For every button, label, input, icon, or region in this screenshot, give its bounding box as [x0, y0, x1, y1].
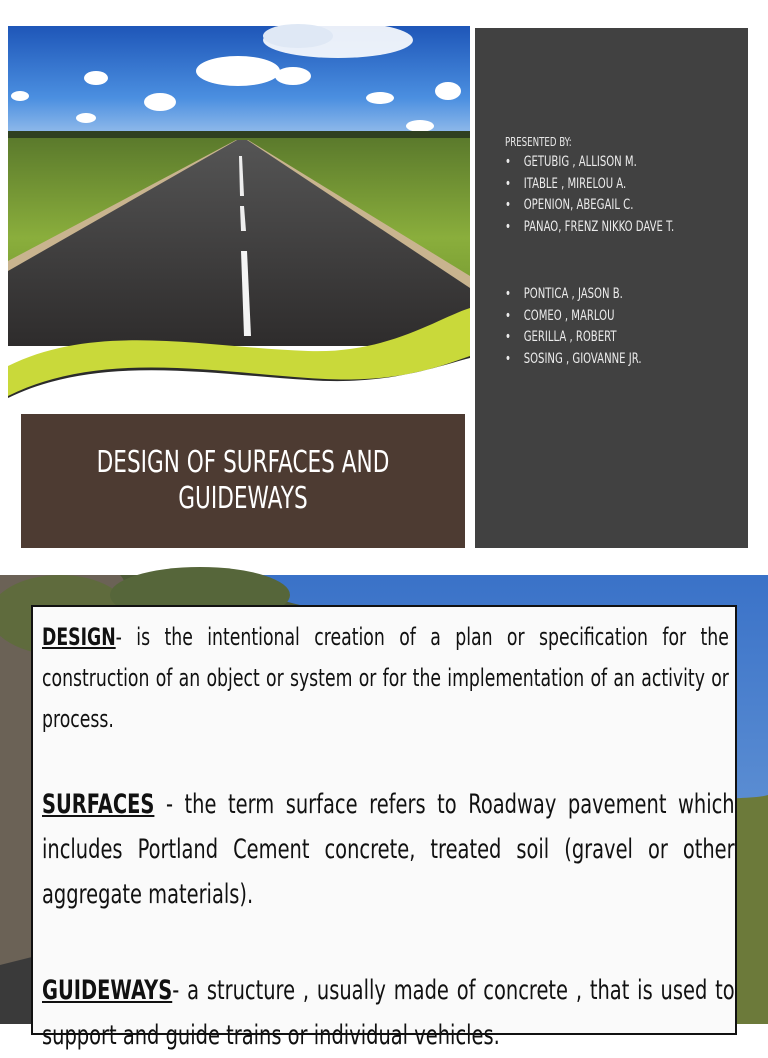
design-term: DESIGN — [42, 623, 116, 651]
design-definition — [42, 617, 729, 740]
bullet-icon: • — [505, 329, 511, 345]
list-item — [505, 152, 674, 174]
design-text: - is the intentional creation of a plan or specification for the construction of an object or system or for the implementation of an activity or process. — [42, 623, 729, 733]
list-item — [505, 195, 674, 217]
bullet-icon: • — [505, 286, 511, 302]
presenter-name: SOSING , GIOVANNE JR. — [523, 350, 642, 367]
list-item — [505, 327, 642, 349]
presenter-name: GERILLA , ROBERT — [523, 329, 617, 345]
slide-title: DESIGN OF SURFACES AND GUIDEWAYS — [96, 445, 390, 516]
bullet-icon: • — [505, 218, 511, 235]
presenter-list-2 — [505, 284, 642, 370]
presenter-name: OPENION, ABEGAIL C. — [523, 197, 634, 213]
bullet-icon: • — [505, 154, 511, 170]
list-item — [505, 174, 674, 196]
list-item — [505, 306, 642, 328]
surfaces-definition — [42, 782, 735, 917]
presenters-panel — [475, 28, 748, 548]
title-box — [21, 414, 465, 548]
surfaces-text: - the term surface refers to Roadway pavement which includes Portland Cement concrete, treated soil (gravel or other aggregate materials). — [42, 789, 735, 910]
guideways-definition — [42, 968, 735, 1058]
bullet-icon: • — [505, 350, 511, 367]
definitions-slide — [0, 575, 768, 1051]
bullet-icon: • — [505, 197, 511, 213]
presented-by-label: PRESENTED BY: — [505, 135, 572, 149]
list-item — [505, 284, 642, 306]
surfaces-term: SURFACES — [42, 789, 155, 820]
road-illustration — [8, 26, 470, 408]
list-item — [505, 217, 674, 239]
bullet-icon: • — [505, 175, 511, 192]
guideways-text: - a structure , usually made of concrete , that is used to support and guide trains or individual vehicles. — [42, 975, 735, 1051]
presenter-name: ITABLE , MIRELOU A. — [523, 175, 627, 192]
presenter-name: GETUBIG , ALLISON M. — [523, 154, 637, 170]
presenter-name: COMEO , MARLOU — [523, 307, 615, 324]
road-image — [8, 26, 470, 408]
list-item — [505, 349, 642, 371]
definitions-box — [31, 605, 737, 1051]
guideways-term: GUIDEWAYS — [42, 975, 173, 1006]
presenter-name: PANAO, FRENZ NIKKO DAVE T. — [523, 218, 675, 235]
presenter-list-1 — [505, 152, 674, 238]
presenter-name: PONTICA , JASON B. — [523, 286, 623, 302]
bullet-icon: • — [505, 307, 511, 324]
